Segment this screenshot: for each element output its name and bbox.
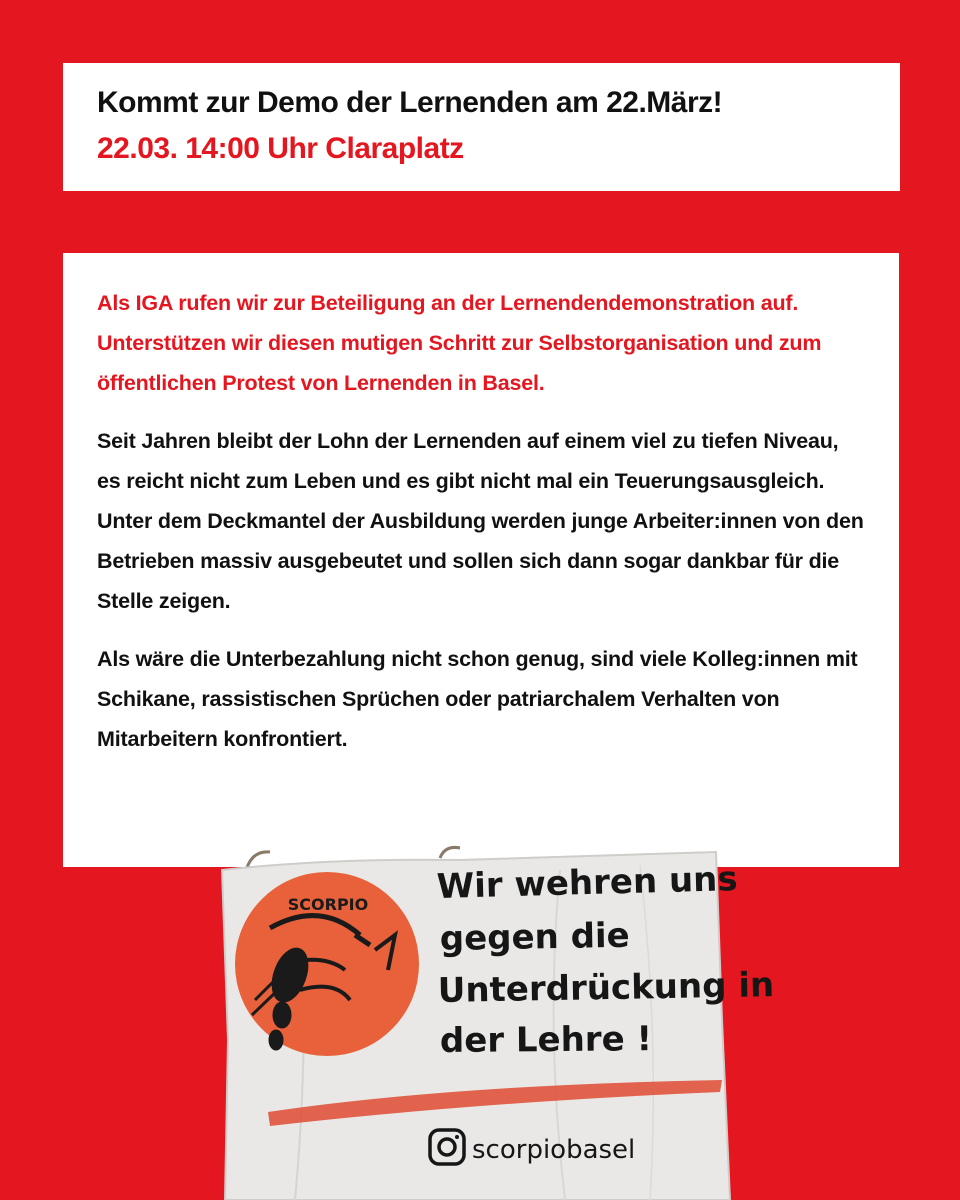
banner-line-2: gegen die bbox=[439, 915, 631, 959]
event-datetime-location: 22.03. 14:00 Uhr Claraplatz bbox=[97, 132, 464, 165]
banner-line-1: Wir wehren uns bbox=[436, 859, 739, 907]
banner-line-3: Unterdrückung in bbox=[437, 965, 775, 1011]
body-paragraph-1: Seit Jahren bleibt der Lohn der Lernenden auf einem viel zu tiefen Niveau, es reicht nicht zum Leben und es gibt nicht mal ein Teuerungsausgleich. Unter dem Deckmantel der Ausbildung werden junge Arbeiter:innen von den Betrieben massiv ausgebeutet und sollen sich dann sogar dankbar für die Stelle zeigen. bbox=[97, 429, 864, 613]
header-box bbox=[63, 63, 900, 191]
logo-text: SCORPIO bbox=[287, 895, 369, 914]
banner-line-4: der Lehre ! bbox=[439, 1019, 653, 1061]
page-title: Kommt zur Demo der Lernenden am 22.März! bbox=[97, 86, 723, 119]
body-paragraph-2: Als wäre die Unterbezahlung nicht schon genug, sind viele Kolleg:innen mit Schikane, rassistischen Sprüchen oder patriarchalem Verhalten von Mitarbeitern konfrontiert. bbox=[97, 647, 858, 751]
scorpio-logo bbox=[235, 872, 419, 1056]
text-panel bbox=[63, 253, 899, 867]
protest-banner-photo bbox=[0, 840, 960, 1200]
intro-paragraph: Als IGA rufen wir zur Beteiligung an der Lernendendemonstration auf. Unterstützen wir diesen mutigen Schritt zur Selbstorganisation und zum öffentlichen Protest von Lernenden in Basel. bbox=[97, 291, 822, 395]
instagram-handle-text: scorpiobasel bbox=[472, 1135, 636, 1165]
